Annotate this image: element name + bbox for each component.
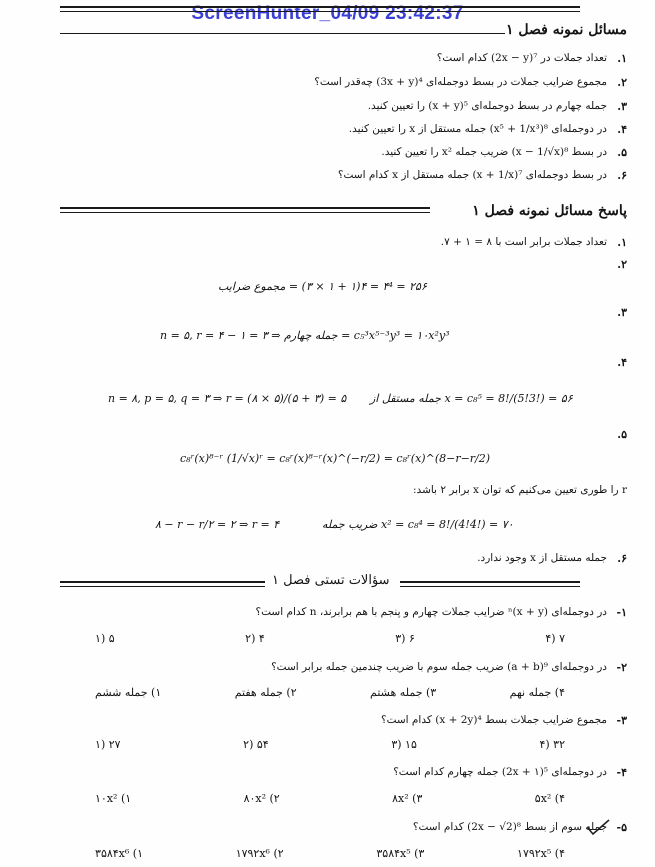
section3-rule-left: [60, 581, 265, 587]
a2-equation: ۲۵۶ = ۴⁴ = ۴(۱ + ۱ × ۳) = مجموع ضرایب: [218, 280, 427, 293]
t1-text: در دوجمله‌ای ⁿ(x + y) ضرایب جملات چهارم و پنجم با هم برابرند، n کدام است؟: [255, 606, 607, 618]
t5-option-3[interactable]: ۳۵۸۴x⁵ (۳: [376, 847, 425, 860]
t3-option-3[interactable]: ۱۵ (۳: [391, 738, 417, 751]
a4-equation-right: جمله مستقل از x = c₈⁵ = 8!/(5!3!) = ۵۶: [370, 392, 573, 405]
t4-option-3[interactable]: ۸x² (۳: [392, 792, 423, 805]
q3-text: جمله چهارم در بسط دوجمله‌ای ⁵(x + y) را تعیین کنید.: [367, 100, 607, 112]
t3-option-2[interactable]: ۵۴ (۲: [243, 738, 269, 751]
q1-text: تعداد جملات در ⁷(2x − y) کدام است؟: [436, 52, 607, 64]
section2-title: پاسخ مسائل نمونه فصل ۱: [472, 203, 627, 219]
t2-options: [95, 686, 565, 699]
a6-text: جمله مستقل از x وجود ندارد.: [477, 552, 607, 564]
t5-options: [95, 847, 565, 860]
t5-option-2[interactable]: ۱۷۹۲x⁶ (۲: [235, 847, 284, 860]
t3-text: مجموع ضرایب جملات بسط ⁴(x + 2y) کدام است؟: [381, 714, 607, 726]
section1-title: مسائل نمونه فصل ۱: [506, 22, 627, 38]
t4-option-4[interactable]: ۵x² (۴: [534, 792, 565, 805]
t4-option-2[interactable]: ۸۰x² (۲: [243, 792, 280, 805]
t2-text: در دوجمله‌ای ⁹(a + b) ضریب جمله سوم با ضریب چندمین جمله برابر است؟: [271, 661, 607, 673]
a5-number: .۵: [617, 428, 627, 441]
t5-text: جمله سوم از بسط ⁸(2x − √2) کدام است؟: [412, 821, 607, 833]
t1-number: -۱: [616, 606, 627, 619]
q4-text: در دوجمله‌ای ⁸(x⁵ + 1/x³) جمله مستقل از x را تعیین کنید.: [348, 123, 607, 135]
a6-number: .۶: [617, 552, 627, 565]
section2-rule: [60, 207, 430, 213]
q6-text: در بسط دوجمله‌ای ⁷(x + 1/x) جمله مستقل از x کدام است؟: [337, 169, 607, 181]
t1-option-2[interactable]: ۴ (۲: [245, 632, 265, 645]
t5-option-4[interactable]: ۱۷۹۲x⁵ (۴: [517, 847, 565, 860]
section3-rule-right: [400, 581, 580, 587]
t1-option-1[interactable]: ۵ (۱: [95, 632, 115, 645]
section1-top-rule: [60, 6, 580, 12]
a4-number: .۴: [617, 356, 627, 369]
t3-option-1[interactable]: ۲۷ (۱: [95, 738, 121, 751]
t2-number: -۲: [616, 661, 627, 674]
q5-number: .۵: [617, 146, 627, 159]
q3-number: .۳: [617, 100, 627, 113]
q2-text: مجموع ضرایب جملات در بسط دوجمله‌ای ⁴(3x + y) چه‌قدر است؟: [314, 76, 607, 88]
t3-option-4[interactable]: ۳۲ (۴: [539, 738, 565, 751]
a5-equation2-left: ۸ − r − r/۲ = ۲ ⇒ r = ۴: [155, 518, 280, 531]
t1-options: [95, 632, 565, 645]
a3-equation: n = ۵, r = ۴ − ۱ = ۳ ⇒ جمله چهارم = c₅³x⁵⁻³y³ = ۱۰x²y³: [160, 329, 450, 342]
a3-number: .۳: [617, 306, 627, 319]
a5-equation: c₈ʳ(x)⁸⁻ʳ (1/√x)ʳ = c₈ʳ(x)⁸⁻ʳ(x)^(−r/2) = c₈ʳ(x)^(8−r−r/2): [180, 452, 491, 465]
t2-option-1[interactable]: ۱) جمله ششم: [95, 686, 162, 699]
t3-options: [95, 738, 565, 751]
a5-equation2-right: ضریب جمله x² = c₈⁴ = 8!/(4!4!) = ۷۰: [322, 518, 514, 531]
t2-option-4[interactable]: ۴) جمله نهم: [509, 686, 565, 699]
t4-number: -۴: [616, 766, 627, 779]
t5-number: -۵: [616, 821, 627, 834]
t4-option-1[interactable]: ۱۰x² (۱: [95, 792, 132, 805]
t5-option-1[interactable]: ۳۵۸۴x⁶ (۱: [95, 847, 143, 860]
t2-option-2[interactable]: ۲) جمله هفتم: [234, 686, 297, 699]
a1-number: .۱: [617, 236, 627, 249]
q4-number: .۴: [617, 123, 627, 136]
t4-options: [95, 792, 565, 805]
t2-option-3[interactable]: ۳) جمله هشتم: [370, 686, 437, 699]
a5-text: r را طوری تعیین می‌کنیم که توان x برابر ۲ باشد:: [413, 484, 627, 496]
q6-number: .۶: [617, 169, 627, 182]
t4-text: در دوجمله‌ای ⁵(2x + ۱) جمله چهارم کدام است؟: [393, 766, 607, 778]
a2-number: .۲: [617, 258, 627, 271]
section1-rule: [60, 33, 505, 34]
t1-option-4[interactable]: ۷ (۴: [545, 632, 565, 645]
a4-equation-left: n = ۸, p = ۵, q = ۳ ⇒ r = (۸ × ۵)/(۵ + ۳) = ۵: [108, 392, 347, 405]
t3-number: -۳: [616, 714, 627, 727]
q5-text: در بسط ⁸(x − 1/√x) ضریب جمله x² را تعیین کنید.: [381, 146, 607, 158]
t1-option-3[interactable]: ۶ (۳: [395, 632, 415, 645]
q1-number: .۱: [617, 52, 627, 65]
a1-text: تعداد جملات برابر است با ۸ = ۱ + ۷.: [440, 236, 607, 248]
screenhunter-watermark: ScreenHunter_04/09 23:42:37: [191, 3, 464, 24]
section3-title: سؤالات تستی فصل ۱: [272, 573, 390, 588]
q2-number: .۲: [617, 76, 627, 89]
